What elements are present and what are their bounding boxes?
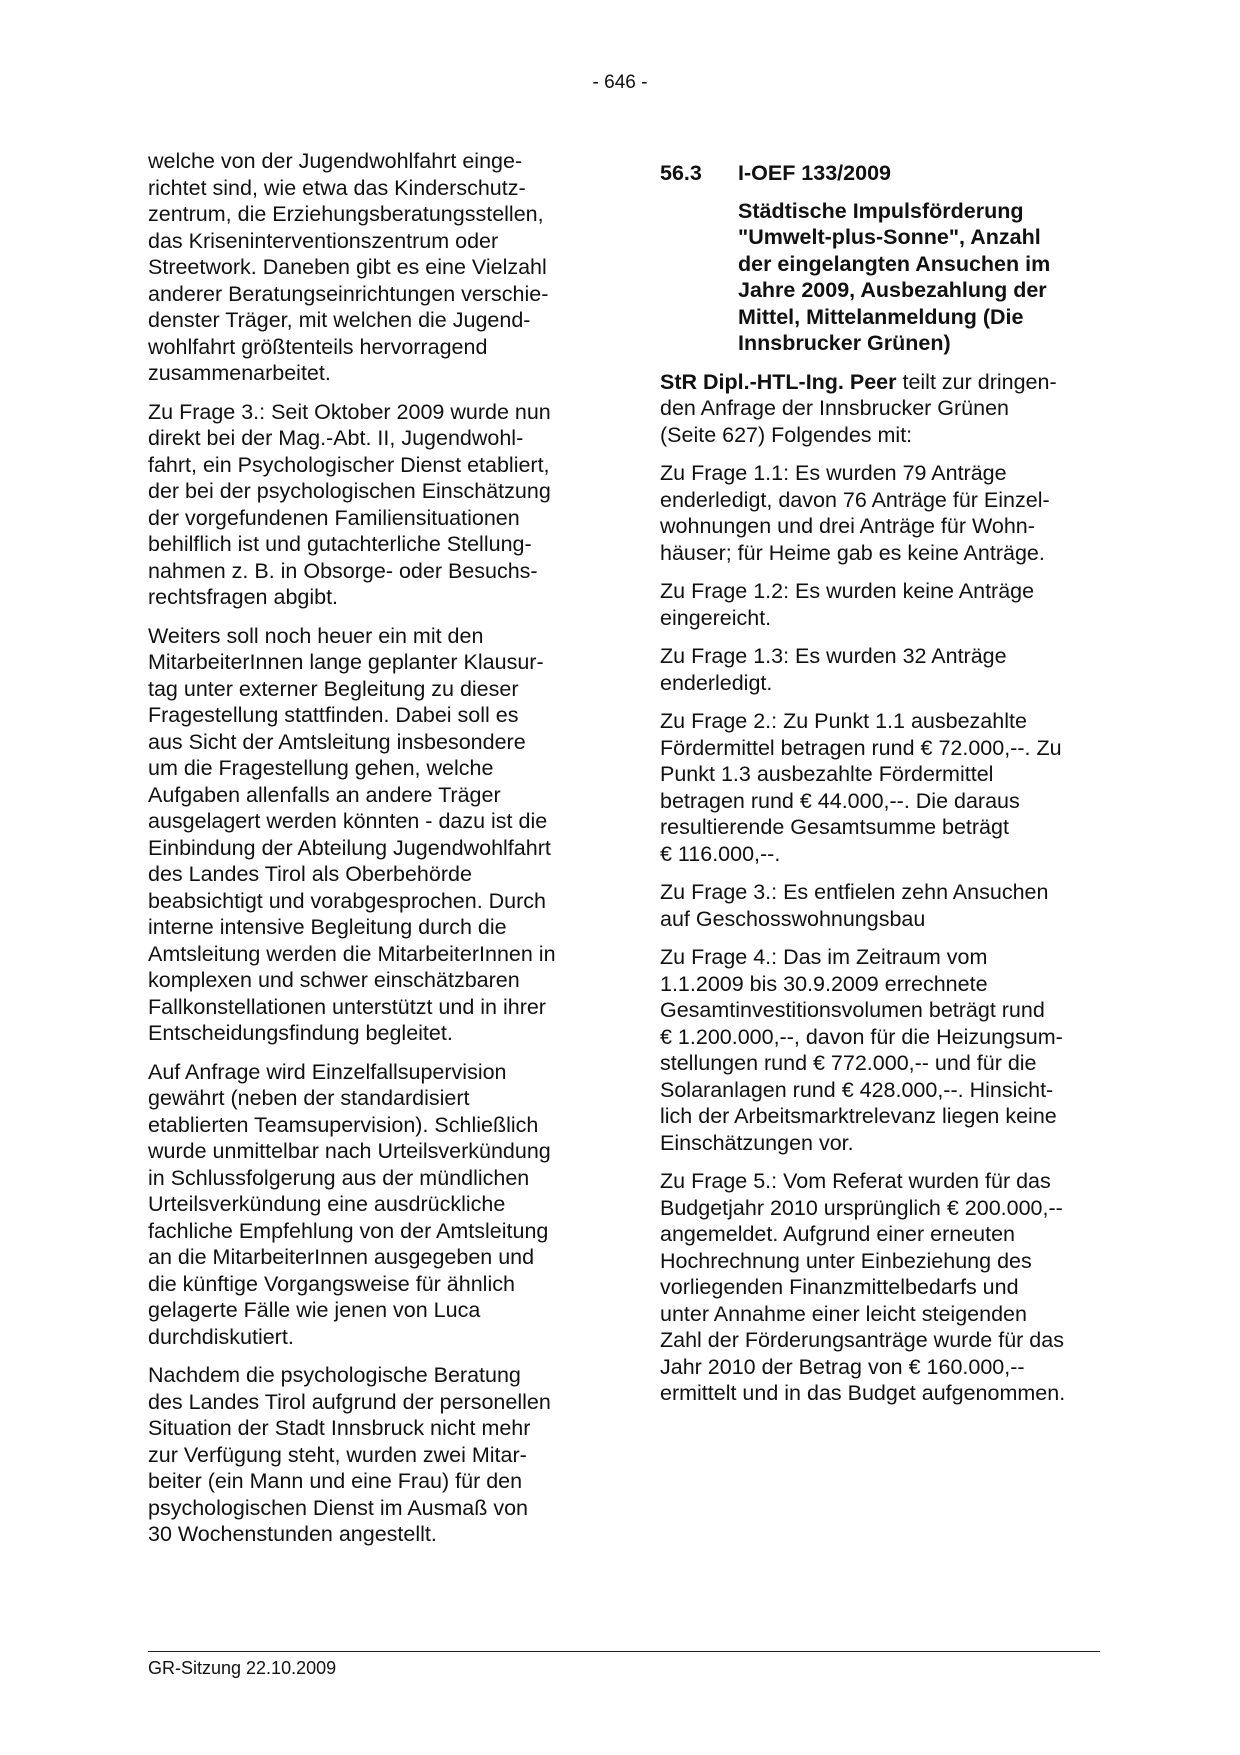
paragraph: welche von der Jugendwohlfahrt einge- richtet sind, wie etwa das Kinderschutz- zentrum, die Erziehungsberatungsstellen, das Kriseninterventionszentrum oder Streetwork. Daneben gibt es eine Vielzahl anderer Beratungseinrichtungen verschie- denster Träger, mit welchen die Jugend- wohlfahrt größtenteils hervorragend zusammenarbeitet. [148, 149, 549, 385]
paragraph: Zu Frage 1.3: Es wurden 32 Anträge enderledigt. [660, 644, 1007, 695]
footer-divider [148, 1651, 1100, 1652]
paragraph: Weiters soll noch heuer ein mit den MitarbeiterInnen lange geplanter Klausur- tag unter externer Begleitung zu dieser Fragestellung stattfinden. Dabei soll es aus Sicht der Amtsleitung insbesondere um die Fragestellung gehen, welche Aufgaben allenfalls an andere Träger ausgelagert werden könnten - dazu ist die Einbindung der Abteilung Jugendwohlfahrt des Landes Tirol als Oberbehörde beabsichtigt und vorabgesprochen. Durch interne intensive Begleitung durch die Amtsleitung werden die MitarbeiterInnen in komplexen und schwer einschätzbaren Fallkonstellationen unterstützt und in ihrer Entscheidungsfindung begleitet. [148, 623, 556, 1045]
paragraph: Nachdem die psychologische Beratung des Landes Tirol aufgrund der personellen Situation der Stadt Innsbruck nicht mehr zur Verfügung steht, wurden zwei Mitar- beiter (ein Mann und eine Frau) für den psychologischen Dienst im Ausmaß von 30 Wochenstunden angestellt. [148, 1363, 551, 1546]
speaker-name: StR Dipl.-HTL-Ing. Peer [660, 369, 897, 394]
paragraph: Zu Frage 5.: Vom Referat wurden für das Budgetjahr 2010 ursprünglich € 200.000,-- angemeldet. Aufgrund einer erneuten Hochrechnung unter Einbeziehung des vorliegenden Finanzmittelbedarfs und unter Annahme einer leicht steigenden Zahl der Förderungsanträge wurde für das Jahr 2010 der Betrag von € 160.000,-- ermittelt und in das Budget aufgenommen. [660, 1169, 1066, 1405]
page-number: - 646 - [592, 72, 648, 93]
paragraph: Zu Frage 1.1: Es wurden 79 Anträge enderledigt, davon 76 Anträge für Einzel- wohnungen und drei Anträge für Wohn- häuser; für Heime gab es keine Anträge. [660, 461, 1050, 565]
paragraph: Zu Frage 3.: Seit Oktober 2009 wurde nun direkt bei der Mag.-Abt. II, Jugendwohl- fahrt, ein Psychologischer Dienst etabliert, der bei der psychologischen Einschätzung der vorgefundenen Familiensituationen behilflich ist und gutachterliche Stellung- nahmen z. B. in Obsorge- oder Besuchs- rechtsfragen abgibt. [148, 399, 551, 609]
paragraph: Zu Frage 2.: Zu Punkt 1.1 ausbezahlte Fördermittel betragen rund € 72.000,--. Zu Punkt 1.3 ausbezahlte Fördermittel betragen rund € 44.000,--. Die daraus resultierende Gesamtsumme beträgt € 116.000,--. [660, 709, 1062, 866]
agenda-item-title: Städtische Impulsförderung "Umwelt-plus-Sonne", Anzahl der eingelangten Ansuchen im Jahre 2009, Ausbezahlung der Mittel, Mittelanmeldung (Die Innsbrucker Grünen) [738, 198, 1051, 355]
paragraph: Zu Frage 1.2: Es wurden keine Anträge eingereicht. [660, 579, 1035, 630]
paragraph: Auf Anfrage wird Einzelfallsupervision gewährt (neben der standardisiert etablierten Teamsupervision). Schließlich wurde unmittelbar nach Urteilsverkündung in Schlussfolgerung aus der mündlichen Urteilsverkündung eine ausdrückliche fachliche Empfehlung von der Amtsleitung an die MitarbeiterInnen ausgegeben und die künftige Vorgangsweise für ähnlich gelagerte Fälle wie jenen von Luca durchdiskutiert. [148, 1059, 551, 1349]
right-column [660, 160, 1100, 1419]
agenda-item-number: 56.3 [660, 161, 702, 185]
paragraph: Zu Frage 3.: Es entfielen zehn Ansuchen auf Geschosswohnungsbau [660, 880, 1049, 931]
agenda-item-code: I-OEF 133/2009 [738, 161, 891, 185]
paragraph: Zu Frage 4.: Das im Zeitraum vom 1.1.2009 bis 30.9.2009 errechnete Gesamtinvestitionsvolumen beträgt rund € 1.200.000,--, davon für die Heizungsum- stellungen rund € 772.000,-- und für die Solaranlagen rund € 428.000,--. Hinsicht- lich der Arbeitsmarktrelevanz liegen keine Einschätzungen vor. [660, 945, 1063, 1155]
footer-text: GR-Sitzung 22.10.2009 [148, 1658, 337, 1678]
left-column [148, 148, 596, 1560]
intro-paragraph [660, 369, 1100, 449]
intro-text: teilt zur dringen- den Anfrage der Innsbrucker Grünen (Seite 627) Folgendes mit: [660, 369, 1057, 447]
agenda-item-heading [660, 160, 1100, 187]
